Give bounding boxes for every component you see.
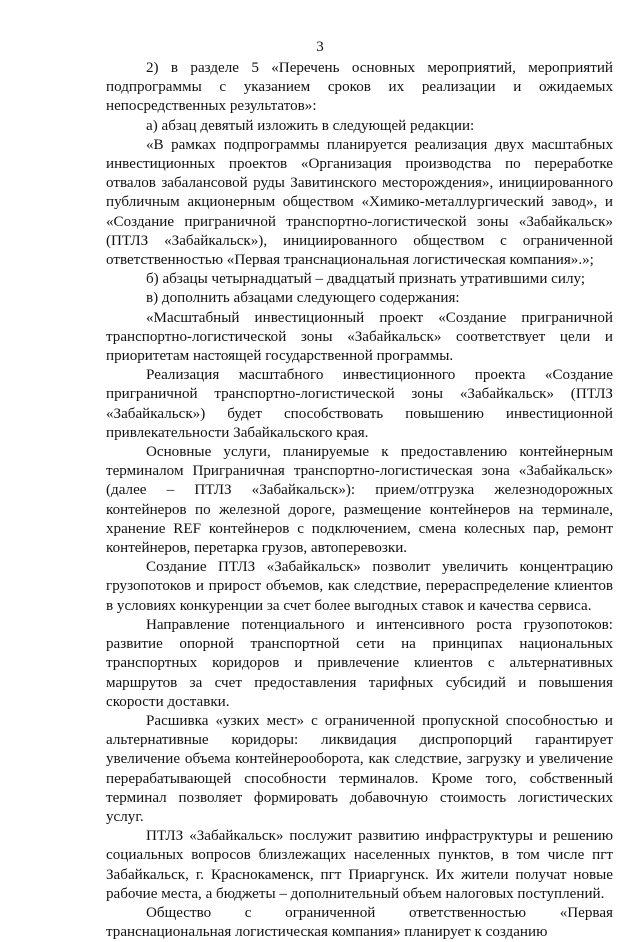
paragraph-company-plans: Общество с ограниченной ответственностью «Первая транснациональная логистическая компания» планирует к созданию <box>106 904 613 941</box>
document-body <box>106 59 613 942</box>
paragraph-item-v: в) дополнить абзацами следующего содержания: <box>146 290 460 307</box>
paragraph-investment-attractiveness: Реализация масштабного инвестиционного проекта «Создание приграничной транспортно-логистической зоны «Забайкальск» (ПТЛЗ «Забайкальск») будет способствовать повышению инвестиционной привлекательности Забайкальского края. <box>106 367 613 441</box>
paragraph-cargo-concentration: Создание ПТЛЗ «Забайкальск» позволит увеличить концентрацию грузопотоков и прирост объемов, как следствие, перераспределение клиентов в условиях конкуренции за счет более выгодных ставок и качества сервиса. <box>106 559 613 614</box>
paragraph-growth-direction: Направление потенциального и интенсивного роста грузопотоков: развитие опорной транспортной сети на принципах национальных транспортных коридоров и привлечение клиентов с альтернативных маршрутов за счет предоставления тарифных субсидий и повышения скорости доставки. <box>106 616 613 710</box>
paragraph-item-a: а) абзац девятый изложить в следующей редакции: <box>146 117 475 134</box>
paragraph-social-development: ПТЛЗ «Забайкальск» послужит развитию инфраструктуры и решению социальных вопросов близлежащих населенных пунктов, в том числе пгт Забайкальск, г. Краснокаменск, пгт Приаргунск. Их жители получат новые рабочие места, а бюджеты – дополнительный объем налоговых поступлений. <box>106 828 613 902</box>
paragraph-terminal-services: Основные услуги, планируемые к предоставлению контейнерным терминалом Приграничная транспортно-логистическая зона «Забайкальск» (далее – ПТЛЗ «Забайкальск»): прием/отгрузка железнодорожных контейнеров по железной дороге, размещение контейнеров на терминале, хранение REF контейнеров с подключением, смена колесных пар, ремонт контейнеров, перетарка грузов, автоперевозки. <box>106 444 613 557</box>
paragraph-bottlenecks: Расшивка «узких мест» с ограниченной пропускной способностью и альтернативные коридоры: ликвидация диспропорций гарантирует увеличение объема контейнерооборота, как следствие, загрузку и увеличение перерабатывающей способности терминалов. Кроме того, собственный терминал позволяет формировать добавочную стоимость логистических услуг. <box>106 712 613 825</box>
paragraph-section-5-intro: 2) в разделе 5 «Перечень основных мероприятий, мероприятий подпрограммы с указанием сроков их реализации и ожидаемых непосредственных результатов»: <box>106 60 613 115</box>
paragraph-project-goal: «Масштабный инвестиционный проект «Создание приграничной транспортно-логистической зоны «Забайкальск» соответствует цели и приоритетам настоящей государственной программы. <box>106 309 613 365</box>
page-number: 3 <box>316 39 324 55</box>
paragraph-item-b: б) абзацы четырнадцатый – двадцатый признать утратившими силу; <box>146 271 586 288</box>
paragraph-new-edition-ninth: «В рамках подпрограммы планируется реализация двух масштабных инвестиционных проектов «Организация производства по переработке отвалов забалансовой руды Завитинского месторождения», инициированного публичным акционерным обществом «Химико-металлургический завод», и «Создание приграничной транспортно-логистической зоны «Забайкальск» (ПТЛЗ «Забайкальск»), инициированного обществом с ограниченной ответственностью «Первая транснациональная логистическая компания».»; <box>106 136 613 269</box>
